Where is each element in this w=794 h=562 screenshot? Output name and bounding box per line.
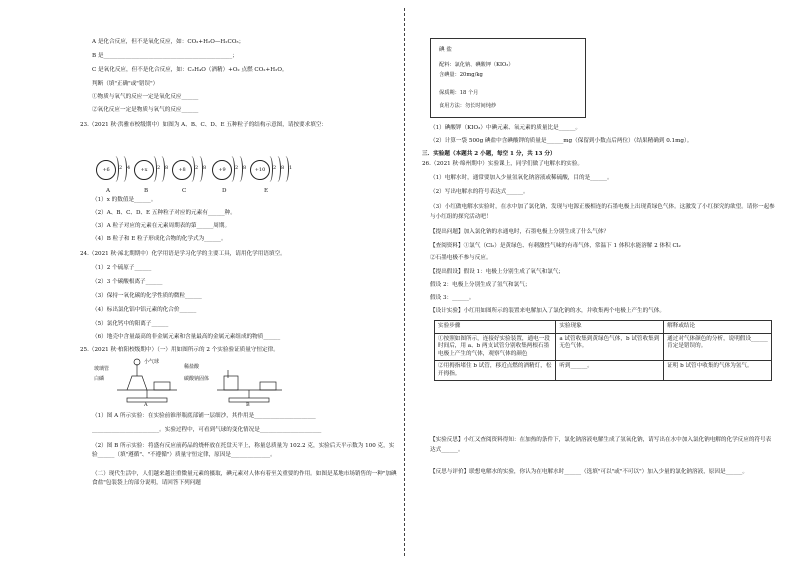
text-line: （6）地壳中含量最高的非金属元素和含量最高的金属元素组成的物质______ xyxy=(92,334,281,340)
question-25: 25.（2021 秋·柏阳校级期中）（一）用如图所示的 2 个实验验证质量守恒定律。 xyxy=(80,347,279,353)
text-line: A 是化合反应，但不是氧化反应，如：CO₂+H₂O—H₂CO₃； xyxy=(92,39,245,45)
table-header: 实验现象 xyxy=(556,321,664,334)
text-line: ②石墨电极不参与反应。 xyxy=(430,255,492,261)
text-paragraph: （二）现代生活中，人们越来越注重微量元素的摄取，碘元素对人体有着至关重要的作用。如图是某地市场销售的一种"加碘食盐"包装袋上的部分说明，请回答下列问题 xyxy=(92,471,397,486)
text-paragraph: 【反思与评价】联想电解水的实验，你认为在电解水时______（选填"可以"或"不可以"）加入少量的氯化钠溶液，原因是______。 xyxy=(430,469,748,475)
text-line: C 是氧化反应，但不是化合反应，如：C₂H₄O（酒精）+O₂ 点燃 CO₂+H₂O。 xyxy=(92,67,288,73)
table-cell: 证明 b 试管中收集的气体为氢气。 xyxy=(664,361,772,381)
salt-ingredients: 配料：氯化钠、碘酸钾（KIO₃） xyxy=(439,62,514,68)
question-26: 26.（2021 秋·绵州期中）实验课上，同学们做了电解水的实验。 xyxy=(422,161,583,167)
text-line: 【提出假设】假设 1：电极上分别生成了氧气和氯气； xyxy=(430,269,564,275)
atom-label-d: D xyxy=(222,188,227,194)
reagent-label: 稀盐酸 xyxy=(184,364,200,370)
balance-a xyxy=(117,359,177,402)
salt-label-box xyxy=(430,38,586,118)
text-line: （4）B 粒子和 E 粒子形成化合物的化学式为______。 xyxy=(92,236,227,242)
nucleus: +8 xyxy=(172,160,192,180)
question-24: 24.（2021 秋·浠北期期中）化学用语是学习化学的主要工具，请用化学用语填空。 xyxy=(80,251,286,257)
table-cell: ②用拇指堵住 b 试管，移近点燃的酒精灯，松开拇指。 xyxy=(435,361,556,381)
experiment-table xyxy=(434,320,772,381)
text-paragraph: 【实验反思】小红又查阅资料得知：在加热的条件下，氯化钠溶液电解生成了氢氧化钠，请写出在水中加入氯化钠电解的化学反应的符号表达式______。 xyxy=(430,437,772,453)
text-line: 假设 3：______。 xyxy=(430,295,475,301)
text-line: （5）氯化钙中的阳离子______ xyxy=(92,321,169,327)
text-line: （1）碘酸钾（KIO₃）中碘元素、氧元素的质量比是______。 xyxy=(430,125,582,131)
text-line: （3）保持一氧化碳的化学性质的微粒______ xyxy=(92,293,202,299)
salt-shelf-life: 保质期：18 个月 xyxy=(439,90,479,96)
atom-label-a: A xyxy=(106,188,111,194)
salt-iodine: 含碘量：20mg/kg xyxy=(439,72,483,78)
table-row xyxy=(435,333,772,361)
nucleus: +x xyxy=(134,160,154,180)
salt-title: 碘 盐 xyxy=(439,47,452,53)
text-line: 【查阅资料】①氯气（Cl₂）是黄绿色、有刺激性气味的有毒气体，常温下 1 体积水能溶解 2 体积 Cl₂ xyxy=(430,243,681,249)
text-line: ________________________。实验过程中，可看到气球的变化情况是______________________ xyxy=(92,427,322,433)
text-line: （1）图 A 所示实验：在实验前锥形瓶底部铺一层细沙，其作用是______________________ xyxy=(92,413,316,419)
atom-diagram-d: +9 2 8 xyxy=(212,152,258,186)
text-line: 【设计实验】小红用如图所示的装置来电解加入了氯化钠的水，并收集两个电极上产生的气体。 xyxy=(430,308,665,314)
text-line: （1）2 个硫原子______ xyxy=(92,265,152,271)
tube-label: 玻璃管 xyxy=(94,366,110,372)
nucleus: +10 xyxy=(250,160,270,180)
table-cell: 听到______。 xyxy=(556,361,664,381)
question-23: 23.（2021 秋·洪雅市校级期中）如图为 A、B、C、D、E 五种粒子的结构示意图，请按要求填空： xyxy=(80,122,328,128)
atom-label-e: E xyxy=(264,188,269,194)
text-line: ②氧化反应一定是物质与氧气的反应______ xyxy=(92,107,199,113)
table-header: 实验步骤 xyxy=(435,321,556,334)
text-line: （1）x 的数值是______。 xyxy=(92,197,157,203)
table-header: 解释或结论 xyxy=(664,321,772,334)
balloon-label: 小气球 xyxy=(144,359,160,365)
table-cell: a 试管收集到黄绿色气体，b 试管收集到无色气体。 xyxy=(556,333,664,361)
text-line: （2）计算一袋 500g 碘盐中含碘酸钾的质量是______mg（保留到小数点后两位）（结果精确到 0.1mg）。 xyxy=(430,138,693,144)
text-line: （4）标出氯化铝中铝元素的化合价______ xyxy=(92,307,197,313)
nucleus: +9 xyxy=(212,160,232,180)
text-line: （2）3 个碳酸根离子______ xyxy=(92,279,163,285)
table-cell: ①按照如图所示，连接好实验装置，通电一段时间后，用 a、b 两支试管分别收集两根石墨电极上产生的气体，观察气体的颜色 xyxy=(435,333,556,361)
text-paragraph: （2）图 B 所示实验：将盛有反应前药品的烧杯放在托盘天平上，称量总质量为 102.2 克，实验后天平示数为 100 克，实验______（填"遵循"、"不遵循"）质量守恒定律，原因是______________。 xyxy=(92,443,395,458)
salt-usage: 食用方法：勿长时间炖炒 xyxy=(439,103,497,109)
text-line: B 是______________________________________________； xyxy=(92,53,238,59)
atom-diagram-b: +x 2 8 xyxy=(134,152,180,186)
section-heading: 三．实验题（本题共 2 小题，每空 1 分，共 13 分） xyxy=(422,151,556,157)
nucleus: +6 xyxy=(96,160,116,180)
apparatus-figure xyxy=(92,356,312,406)
text-line: 判断（填"正确"或"错误"） xyxy=(92,81,159,87)
text-line: ①物质与氧气的反应一定是氧化反应______ xyxy=(92,94,199,100)
atom-diagram-e: +10 2 8 1 xyxy=(250,152,304,186)
balance-b xyxy=(217,370,282,402)
table-row xyxy=(435,361,772,381)
text-paragraph: （3）小红做电解水实验时，在水中加了氯化钠，发现与电源正极相连的石墨电极上出现黄绿色气体。这激发了小红探究的欲望。请你一起参与小红组的探究活动吧！ xyxy=(430,204,775,220)
text-line: 【提出问题】加入氯化钠的水通电时，石墨电极上分别生成了什么气体？ xyxy=(430,229,610,235)
atom-label-b: B xyxy=(144,188,149,194)
column-divider xyxy=(404,8,405,556)
text-line: （3）A 粒子对应的元素在元素周期表的第______周期。 xyxy=(92,223,231,229)
text-line: （1）电解水时，通常要加入少量氢氧化钠溶液或稀硫酸，目的是______。 xyxy=(430,175,613,181)
text-line: （2）A、B、C、D、E 五种粒子对应的元素有______种。 xyxy=(92,210,236,216)
atom-diagram-c: +8 2 8 xyxy=(172,152,218,186)
phosphorus-label: 白磷 xyxy=(94,376,105,382)
solid-label: 碳酸钠固体 xyxy=(184,376,210,382)
figure-label-a: A xyxy=(144,402,148,406)
atom-diagram-a: +6 2 4 xyxy=(96,152,142,186)
table-cell: 通过对气体颜色的分析，说明假设______肯定是错误的。 xyxy=(664,333,772,361)
text-line: （2）写出电解水的符号表达式______。 xyxy=(430,189,529,195)
figure-label-b: B xyxy=(246,402,250,406)
atom-label-c: C xyxy=(182,188,187,194)
text-line: 假设 2：电极上分别生成了氢气和氯气； xyxy=(430,282,531,288)
table-header-row xyxy=(435,321,772,334)
